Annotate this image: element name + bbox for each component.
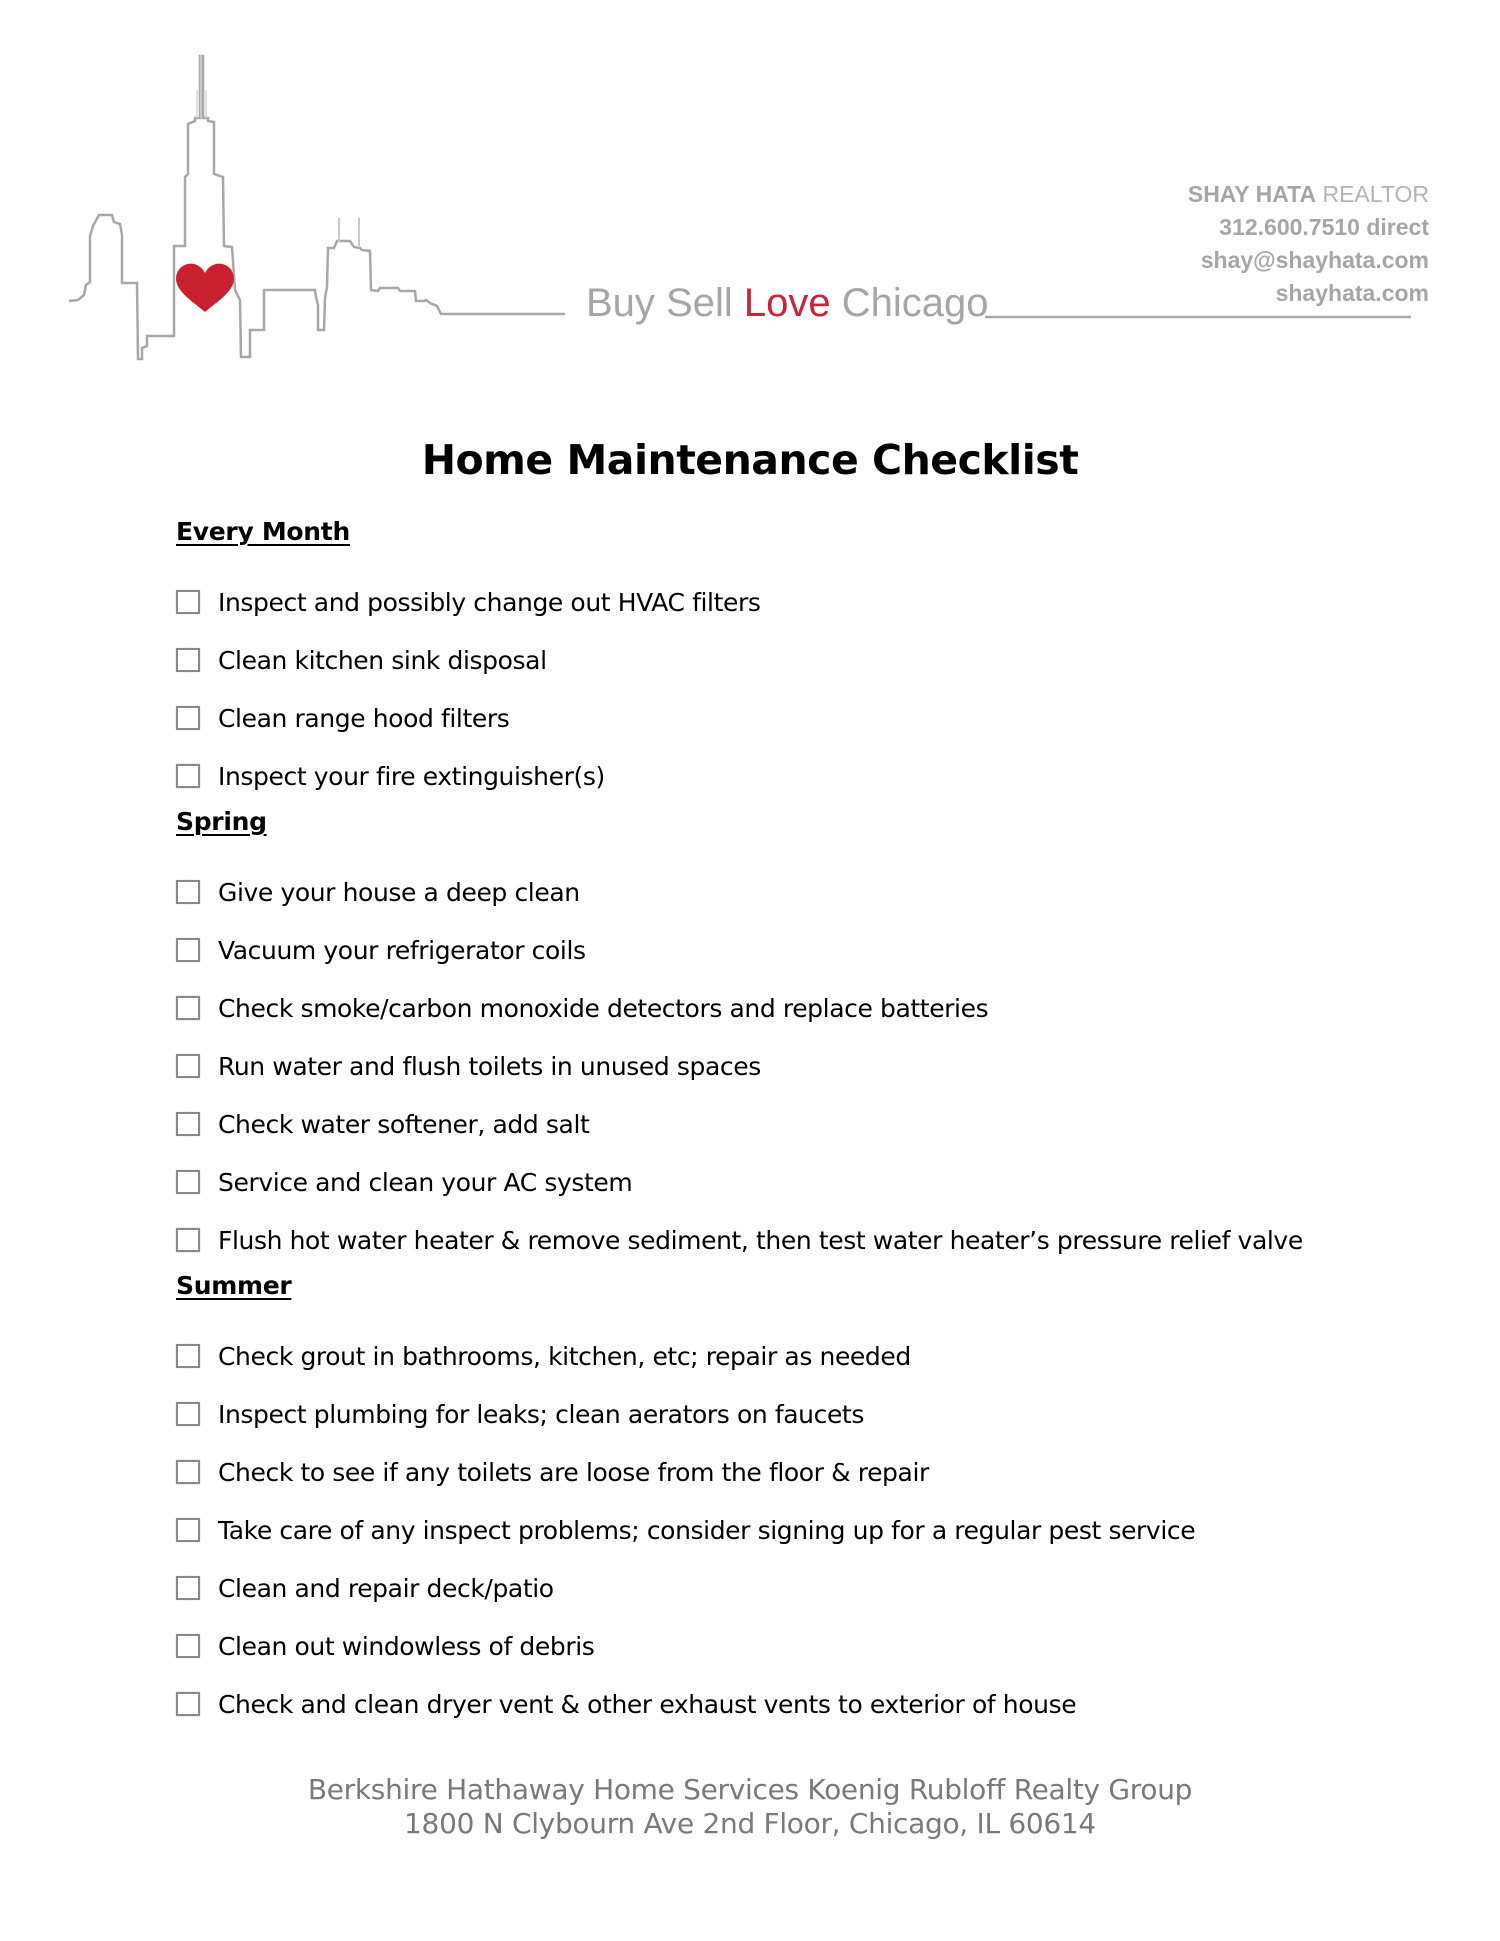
- checklist-item: [176, 1153, 1376, 1211]
- item-label: Clean kitchen sink disposal: [218, 645, 547, 675]
- item-label: Check grout in bathrooms, kitchen, etc; repair as needed: [218, 1341, 911, 1371]
- item-label: Give your house a deep clean: [218, 877, 580, 907]
- section-spring: [176, 805, 1376, 1269]
- section-heading: Summer: [176, 1271, 292, 1300]
- checklist-item: [176, 1327, 1376, 1385]
- tagline-part-2: Chicago: [830, 281, 989, 325]
- realtor-role: REALTOR: [1316, 181, 1429, 207]
- item-label: Vacuum your refrigerator coils: [218, 935, 586, 965]
- checklist-item: [176, 1675, 1376, 1733]
- tagline-highlight: Love: [743, 281, 831, 325]
- phone-number: 312.600.7510 direct: [1219, 214, 1429, 240]
- page-title: Home Maintenance Checklist: [421, 436, 1079, 484]
- checkbox[interactable]: [176, 1518, 200, 1542]
- checklist-item: [176, 1501, 1376, 1559]
- checkbox[interactable]: [176, 1344, 200, 1368]
- checklist-item: [176, 747, 1376, 805]
- checklist-item: [176, 1211, 1376, 1269]
- item-label: Check and clean dryer vent & other exhaust vents to exterior of house: [218, 1689, 1077, 1719]
- checkbox[interactable]: [176, 1402, 200, 1426]
- letterhead: [0, 0, 1500, 380]
- item-label: Inspect and possibly change out HVAC filters: [218, 587, 761, 617]
- item-label: Flush hot water heater & remove sediment, then test water heater’s pressure relief valve: [218, 1225, 1303, 1255]
- checklist-item: [176, 1617, 1376, 1675]
- checkbox[interactable]: [176, 1170, 200, 1194]
- item-label: Check smoke/carbon monoxide detectors and replace batteries: [218, 993, 989, 1023]
- tagline: [586, 281, 988, 326]
- checkbox[interactable]: [176, 648, 200, 672]
- section-heading: Every Month: [176, 517, 350, 546]
- section-every-month: [176, 515, 1376, 805]
- item-label: Check water softener, add salt: [218, 1109, 590, 1139]
- section-heading: Spring: [176, 807, 267, 836]
- checklist-item: [176, 921, 1376, 979]
- tagline-part-1: Buy Sell: [586, 281, 744, 325]
- checklist-item: [176, 1443, 1376, 1501]
- checkbox[interactable]: [176, 938, 200, 962]
- heart-icon: [176, 264, 234, 312]
- footer: [0, 1773, 1500, 1841]
- checklist-item: [176, 1385, 1376, 1443]
- checkbox[interactable]: [176, 996, 200, 1020]
- checkbox[interactable]: [176, 1460, 200, 1484]
- section-summer: [176, 1269, 1376, 1733]
- checkbox[interactable]: [176, 1634, 200, 1658]
- checklist-item: [176, 1559, 1376, 1617]
- checklist-item: [176, 1095, 1376, 1153]
- item-label: Clean and repair deck/patio: [218, 1573, 554, 1603]
- item-label: Service and clean your AC system: [218, 1167, 633, 1197]
- footer-company: Berkshire Hathaway Home Services Koenig Rubloff Realty Group: [307, 1773, 1193, 1806]
- item-label: Inspect your fire extinguisher(s): [218, 761, 605, 791]
- checklist-item: [176, 689, 1376, 747]
- footer-address: 1800 N Clybourn Ave 2nd Floor, Chicago, IL 60614: [404, 1807, 1096, 1840]
- realtor-name: SHAY HATA: [1187, 181, 1317, 207]
- item-label: Run water and flush toilets in unused spaces: [218, 1051, 761, 1081]
- checkbox[interactable]: [176, 764, 200, 788]
- checkbox[interactable]: [176, 1228, 200, 1252]
- realtor-name-line: [1188, 178, 1429, 211]
- checkbox[interactable]: [176, 706, 200, 730]
- checkbox[interactable]: [176, 1576, 200, 1600]
- contact-block: [1188, 178, 1429, 310]
- checklist-item: [176, 1037, 1376, 1095]
- checkbox[interactable]: [176, 1112, 200, 1136]
- item-label: Clean range hood filters: [218, 703, 510, 733]
- item-label: Inspect plumbing for leaks; clean aerators on faucets: [218, 1399, 864, 1429]
- checkbox[interactable]: [176, 880, 200, 904]
- checkbox[interactable]: [176, 1692, 200, 1716]
- checklist: [176, 515, 1376, 1733]
- checkbox[interactable]: [176, 590, 200, 614]
- checklist-item: [176, 863, 1376, 921]
- checklist-item: [176, 573, 1376, 631]
- checklist-item: [176, 979, 1376, 1037]
- email-address: shay@shayhata.com: [1200, 247, 1429, 273]
- item-label: Clean out windowless of debris: [218, 1631, 595, 1661]
- checkbox[interactable]: [176, 1054, 200, 1078]
- item-label: Check to see if any toilets are loose from the floor & repair: [218, 1457, 929, 1487]
- website: shayhata.com: [1275, 280, 1429, 306]
- checklist-item: [176, 631, 1376, 689]
- item-label: Take care of any inspect problems; consider signing up for a regular pest service: [218, 1515, 1196, 1545]
